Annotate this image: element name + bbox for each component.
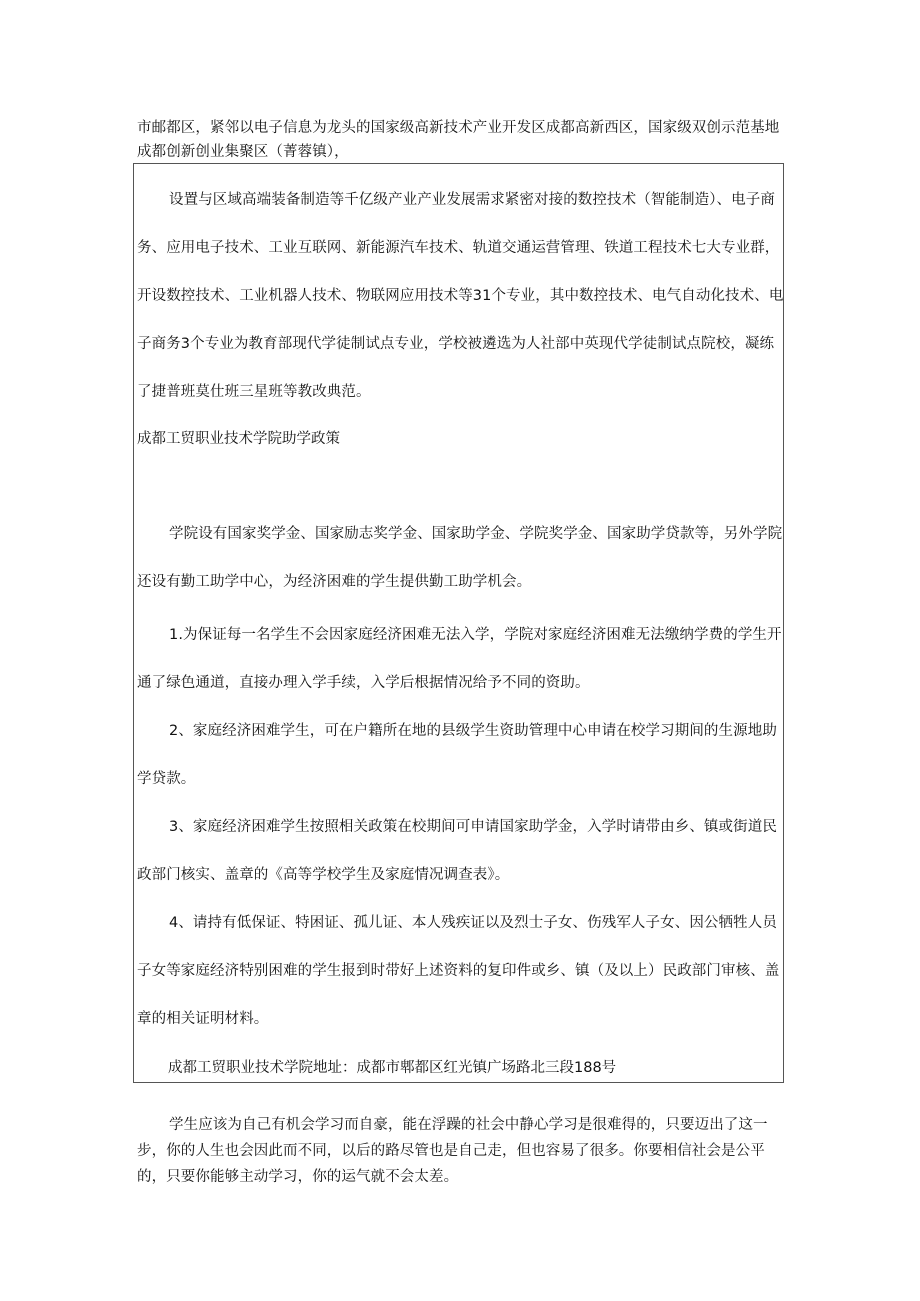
policy-item-3: 3、家庭经济困难学生按照相关政策在校期间可申请国家助学金，入学时请带由乡、镇或街道民政部门核实、盖章的《高等学校学生及家庭情况调查表》。 [137,819,777,883]
policy-item-1: 1.为保证每一名学生不会因家庭经济困难无法入学，学院对家庭经济困难无法缴纳学费的学生开通了绿色通道，直接办理入学手续，入学后根据情况给予不同的资助。 [137,627,782,691]
school-address: 成都工贸职业技术学院地址：成都市郫都区红光镇广场路北三段188号 [168,1060,617,1076]
policy-item-4: 4、请持有低保证、特困证、孤儿证、本人残疾证以及烈士子女、伤残军人子女、因公牺牲人员子女等家庭经济特别困难的学生报到时带好上述资料的复印件或乡、镇（及以上）民政部门审核、盖章的相关证明材料。 [137,915,780,1027]
scholarship-paragraph: 学院设有国家奖学金、国家励志奖学金、国家助学金、学院奖学金、国家助学贷款等，另外学院还设有勤工助学中心，为经济困难的学生提供勤工助学机会。 [137,526,783,590]
policy-item-2: 2、家庭经济困难学生，可在户籍所在地的县级学生资助管理中心申请在校学习期间的生源地助学贷款。 [137,723,777,787]
outro-paragraph: 学生应该为自己有机会学习而自豪，能在浮躁的社会中静心学习是很难得的，只要迈出了这一步，你的人生也会因此而不同，以后的路尽管也是自己走，但也容易了很多。你要相信社会是公平的，只要你能够主动学习，你的运气就不会太差。 [137,1117,768,1185]
majors-paragraph: 设置与区域高端装备制造等千亿级产业产业发展需求紧密对接的数控技术（智能制造）、电子商务、应用电子技术、工业互联网、新能源汽车技术、轨道交通运营管理、铁道工程技术七大专业群，开设数控技术、工业机器人技术、物联网应用技术等31个专业，其中数控技术、电气自动化技术、电子商务3个专业为教育部现代学徒制试点专业，学校被遴选为人社部中英现代学徒制试点院校，凝练了捷普班莫仕班三星班等教改典范。 [137,192,784,400]
intro-paragraph: 市邮都区，紧邻以电子信息为龙头的国家级高新技术产业开发区成都高新西区，国家级双创示范基地成都创新创业集聚区（菁蓉镇）， [137,120,780,160]
policy-heading: 成都工贸职业技术学院助学政策 [137,431,340,447]
